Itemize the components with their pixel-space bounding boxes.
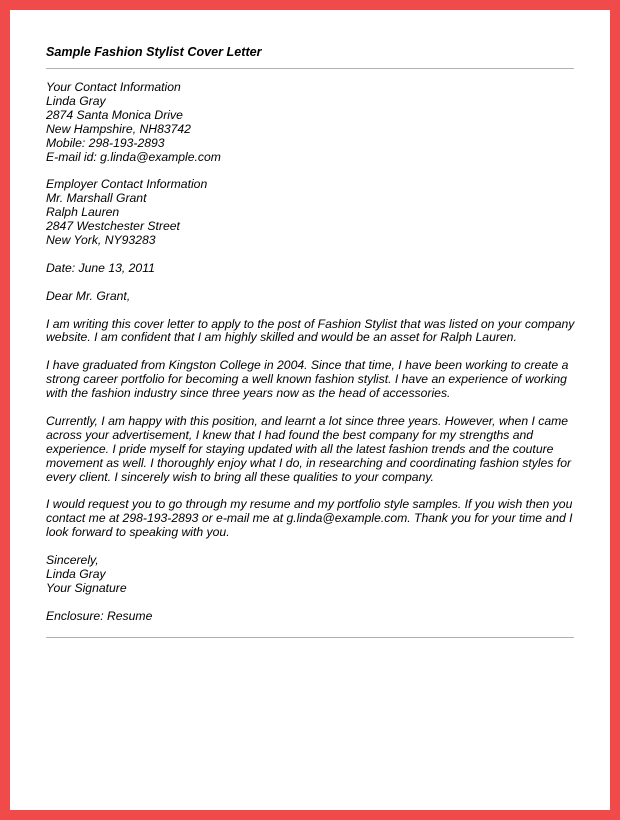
employer-heading: Employer Contact Information <box>46 177 208 192</box>
employer-company: Ralph Lauren <box>46 205 120 220</box>
paragraph-line: with the fashion industry since three years now as the head of accessories. <box>46 386 451 401</box>
employer-contact-block <box>46 178 574 248</box>
paragraph-line: I am writing this cover letter to apply to the post of Fashion Stylist that was listed on your company <box>46 316 575 331</box>
salutation: Dear Mr. Grant, <box>46 288 131 303</box>
letter-date: Date: June 13, 2011 <box>46 260 155 275</box>
employer-city: New York, NY93283 <box>46 233 156 248</box>
closing-block <box>46 554 574 596</box>
paragraph-line: strong career portfolio for becoming a well known fashion stylist. I have an experience of working <box>46 372 567 387</box>
sender-mobile: Mobile: 298-193-2893 <box>46 135 165 150</box>
employer-street: 2847 Westchester Street <box>46 219 180 234</box>
signature: Your Signature <box>46 580 127 595</box>
paragraph-line: Currently, I am happy with this position, and learnt a lot since three years. However, when I came <box>46 413 569 428</box>
sender-city: New Hampshire, NH83742 <box>46 121 191 136</box>
cover-letter <box>46 44 574 638</box>
paragraph-line: website. I am confident that I am highly skilled and would be an asset for Ralph Lauren. <box>46 330 517 345</box>
letter-title: Sample Fashion Stylist Cover Letter <box>46 45 262 59</box>
sender-email: E-mail id: g.linda@example.com <box>46 149 221 164</box>
body-paragraph-1 <box>46 318 574 346</box>
paragraph-line: I would request you to go through my resume and my portfolio style samples. If you wish then you <box>46 497 573 512</box>
paragraph-line: look forward to speaking with you. <box>46 525 230 540</box>
sender-street: 2874 Santa Monica Drive <box>46 107 183 122</box>
paragraph-line: experience. I pride myself for staying updated with all the latest fashion trends and the couture <box>46 441 554 456</box>
valediction: Sincerely, <box>46 552 99 567</box>
body-paragraph-2 <box>46 359 574 401</box>
body-paragraph-3 <box>46 415 574 485</box>
paragraph-line: movement as well. I thoroughly enjoy what I do, in researching and coordinating fashion styles for <box>46 455 572 470</box>
sender-name: Linda Gray <box>46 93 106 108</box>
bottom-divider <box>46 637 574 638</box>
enclosure: Enclosure: Resume <box>46 608 153 623</box>
paragraph-line: contact me at 298-193-2893 or e-mail me at g.linda@example.com. Thank you for your time and I <box>46 511 573 526</box>
paragraph-line: every client. I sincerely wish to bring all these qualities to your company. <box>46 469 434 484</box>
closing-name: Linda Gray <box>46 566 106 581</box>
employer-name: Mr. Marshall Grant <box>46 191 147 206</box>
top-divider <box>46 68 574 69</box>
paragraph-line: across your advertisement, I knew that I had found the best company for my strengths and <box>46 427 534 442</box>
paragraph-line: I have graduated from Kingston College in 2004. Since that time, I have been working to create a <box>46 358 569 373</box>
sender-heading: Your Contact Information <box>46 80 181 94</box>
sender-contact-block <box>46 81 574 164</box>
body-paragraph-4 <box>46 498 574 540</box>
